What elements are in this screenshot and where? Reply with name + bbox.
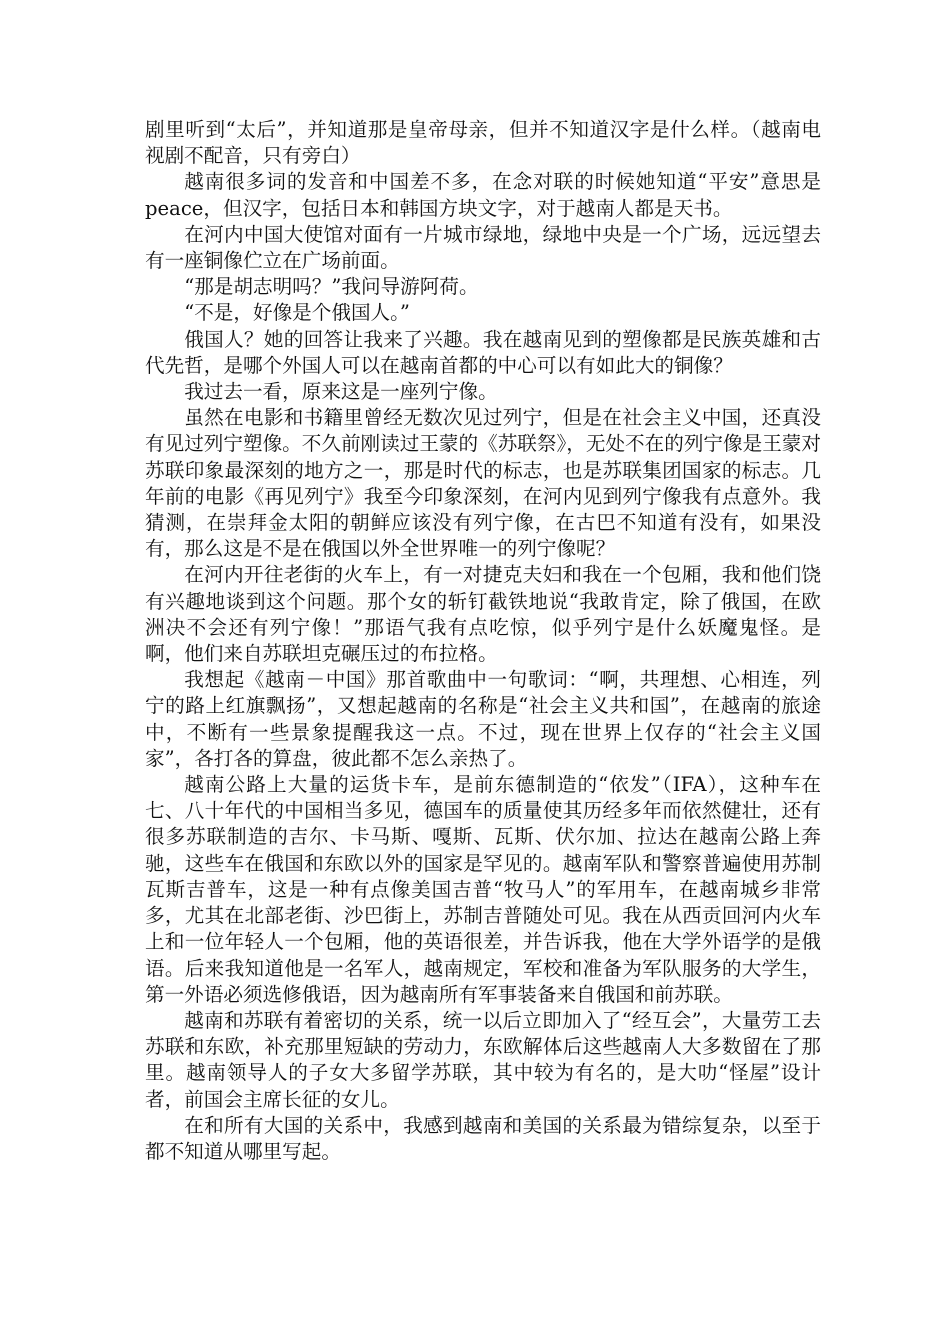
paragraph: 虽然在电影和书籍里曾经无数次见过列宁，但是在社会主义中国，还真没有见过列宁塑像。不久前刚读过王蒙的《苏联祭》，无处不在的列宁像是王蒙对苏联印象最深刻的地方之一，那是时代的标志，也是苏联集团国家的标志。几年前的电影《再见列宁》我至今印象深刻，在河内见到列宁像我有点意外。我猜测，在崇拜金太阳的朝鲜应该没有列宁像，在古巴不知道有没有，如果没有，那么这是不是在俄国以外全世界唯一的列宁像呢？: [145, 406, 821, 561]
paragraph: “那是胡志明吗？”我问导游阿荷。: [184, 275, 479, 299]
paragraph: 在河内中国大使馆对面有一片城市绿地，绿地中央是一个广场，远远望去有一座铜像伫立在广场前面。: [145, 222, 821, 273]
paragraph: 越南很多词的发音和中国差不多，在念对联的时候她知道“平安”意思是 peace，但汉字，包括日本和韩国方块文字，对于越南人都是天书。: [145, 170, 821, 220]
document-body: [145, 117, 821, 1165]
paragraph: “不是，好像是个俄国人。”: [184, 301, 410, 325]
paragraph: 俄国人？她的回答让我来了兴趣。我在越南见到的塑像都是民族英雄和古代先哲，是哪个外国人可以在越南首都的中心可以有如此大的铜像？: [145, 327, 821, 377]
paragraph: 剧里听到“太后”，并知道那是皇帝母亲，但并不知道汉字是什么样。（越南电视剧不配音，只有旁白）: [145, 118, 821, 168]
paragraph: 越南公路上大量的运货卡车，是前东德制造的“依发”（IFA），这种车在七、八十年代的中国相当多见，德国车的质量使其历经多年而依然健壮，还有很多苏联制造的吉尔、卡马斯、嘎斯、瓦斯、伏尔加、拉达在越南公路上奔驰，这些车在俄国和东欧以外的国家是罕见的。越南军队和警察普遍使用苏制瓦斯吉普车，这是一种有点像美国吉普“牧马人”的军用车，在越南城乡非常多，尤其在北部老街、沙巴街上，苏制吉普随处可见。我在从西贡回河内火车上和一位年轻人一个包厢，他的英语很差，并告诉我，他在大学外语学的是俄语。后来我知道他是一名军人，越南规定，军校和准备为军队服务的大学生，第一外语必须选修俄语，因为越南所有军事装备来自俄国和前苏联。: [145, 773, 821, 1006]
paragraph: 在和所有大国的关系中，我感到越南和美国的关系最为错综复杂，以至于都不知道从哪里写起。: [145, 1113, 821, 1163]
paragraph: 越南和苏联有着密切的关系，统一以后立即加入了“经互会”，大量劳工去苏联和东欧，补充那里短缺的劳动力，东欧解体后这些越南人大多数留在了那里。越南领导人的子女大多留学苏联，其中较为有名的，是大叻“怪屋”设计者，前国会主席长征的女儿。: [145, 1008, 821, 1111]
paragraph: 我过去一看，原来这是一座列宁像。: [184, 380, 498, 404]
paragraph: 在河内开往老街的火车上，有一对捷克夫妇和我在一个包厢，我和他们饶有兴趣地谈到这个问题。那个女的斩钉截铁地说“我敢肯定，除了俄国，在欧洲决不会还有列宁像！”那语气我有点吃惊，似乎列宁是什么妖魔鬼怪。是啊，他们来自苏联坦克碾压过的布拉格。: [145, 563, 821, 666]
paragraph: 我想起《越南－中国》那首歌曲中一句歌词：“啊，共理想、心相连，列宁的路上红旗飘扬”，又想起越南的名称是“社会主义共和国”，在越南的旅途中，不断有一些景象提醒我这一点。不过，现在世界上仅存的“社会主义国家”，各打各的算盘，彼此都不怎么亲热了。: [145, 668, 821, 770]
